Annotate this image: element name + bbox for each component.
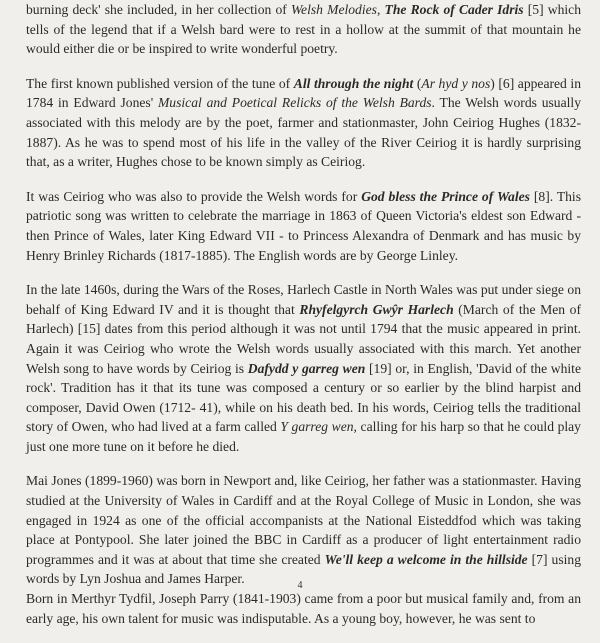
italic-reference: Welsh Melodies — [290, 2, 377, 17]
body-text: ( — [413, 75, 422, 91]
body-text: ) [6] appeared in 1784 in Edward Jones' — [26, 75, 581, 111]
italic-reference: Y garreg wen — [280, 419, 354, 435]
italic-reference: Musical and Poetical Relicks of the Welsh Bards — [157, 95, 432, 111]
song-title: God bless the Prince of Wales — [361, 188, 530, 204]
body-text: Born in Merthyr Tydfil, Joseph Parry (1841-1903) came from a poor but musical family and, from an early age, his own talent for music was indisputable. As a young boy, however, he was sent to — [26, 591, 581, 626]
body-text: [7] using words by Lyn Joshua and James Harper. — [26, 551, 582, 587]
paragraph-men-of-harlech — [26, 280, 581, 456]
body-text: (March of the Men of Harlech) [15] dates from this period although it was not until 1794 that the music appeared in print. Again it was Ceiriog who wrote the Welsh words usually associated with this march. Yet another Welsh song to have words by Ceiriog is — [26, 301, 581, 376]
paragraph-joseph-parry — [26, 589, 581, 628]
song-title: Rhyfelgyrch Gwŷr Harlech — [299, 301, 454, 317]
body-text: , calling for his harp so that he could play just one more tune on it before he died. — [26, 419, 581, 454]
paragraph-all-through-the-night — [26, 74, 581, 172]
paragraph-rock-of-cader-idris — [26, 0, 581, 59]
body-text: In the late 1460s, during the Wars of the Roses, Harlech Castle in North Wales was put under siege on behalf of King Edward IV and it is thought that — [26, 282, 581, 317]
paragraph-mai-jones — [26, 471, 581, 589]
italic-reference: Ar hyd y nos — [421, 75, 491, 91]
song-title: We'll keep a welcome in the hillside — [324, 551, 528, 567]
song-title: The Rock of Cader Idris — [384, 2, 524, 17]
document-body — [26, 0, 581, 643]
body-text: [8]. This patriotic song was written to celebrate the marriage in 1863 of Queen Victoria's eldest son Edward - then Prince of Wales, later King Edward VII - to Princess Alexandra of Denmark and has music by Henry Brinley Richards (1817-1885). The English words are by George Linley. — [26, 188, 581, 263]
body-text: It was Ceiriog who was also to provide the Welsh words for — [26, 188, 362, 204]
page-number: 4 — [297, 580, 303, 591]
song-title: Dafydd y garreg wen — [247, 360, 366, 376]
body-text: [19] or, in English, 'David of the white rock'. Tradition has it that its tune was composed a century or so earlier by the blind harpist and composer, David Owen (1712- 41), while on his death bed. In his words, Ceiriog tells the traditional story of Owen, who had lived at a farm called — [26, 360, 581, 435]
song-title: All through the night — [293, 75, 414, 91]
body-text: [5] which tells of the legend that if a Welsh bard were to rest in a hollow at the summit of that mountain he would either die or be inspired to write wonderful poetry. — [26, 2, 582, 57]
paragraph-god-bless-the-prince-of-wales — [26, 187, 581, 265]
body-text: The first known published version of the tune of — [26, 75, 294, 91]
body-text: burning deck' she included, in her collection of — [26, 2, 291, 17]
body-text: Mai Jones (1899-1960) was born in Newport and, like Ceiriog, her father was a stationmaster. Having studied at the University of Wales in Cardiff and at the Royal College of Music in London, she was engaged in 1924 as one of the official accompanists at the National Eisteddfod which was taking place at Pontypool. She later joined the BBC in Cardiff as a producer of light entertainment radio programmes and it was at about that time she created — [26, 473, 581, 567]
body-text: , — [376, 2, 385, 17]
body-text: . The Welsh words usually associated with this melody are by the poet, farmer and stationmaster, John Ceiriog Hughes (1832-1887). As he was to spend most of his life in the valley of the River Ceiriog it is hardly surprising that, as a writer, Hughes chose to be known simply as Ceiriog. — [26, 95, 581, 170]
